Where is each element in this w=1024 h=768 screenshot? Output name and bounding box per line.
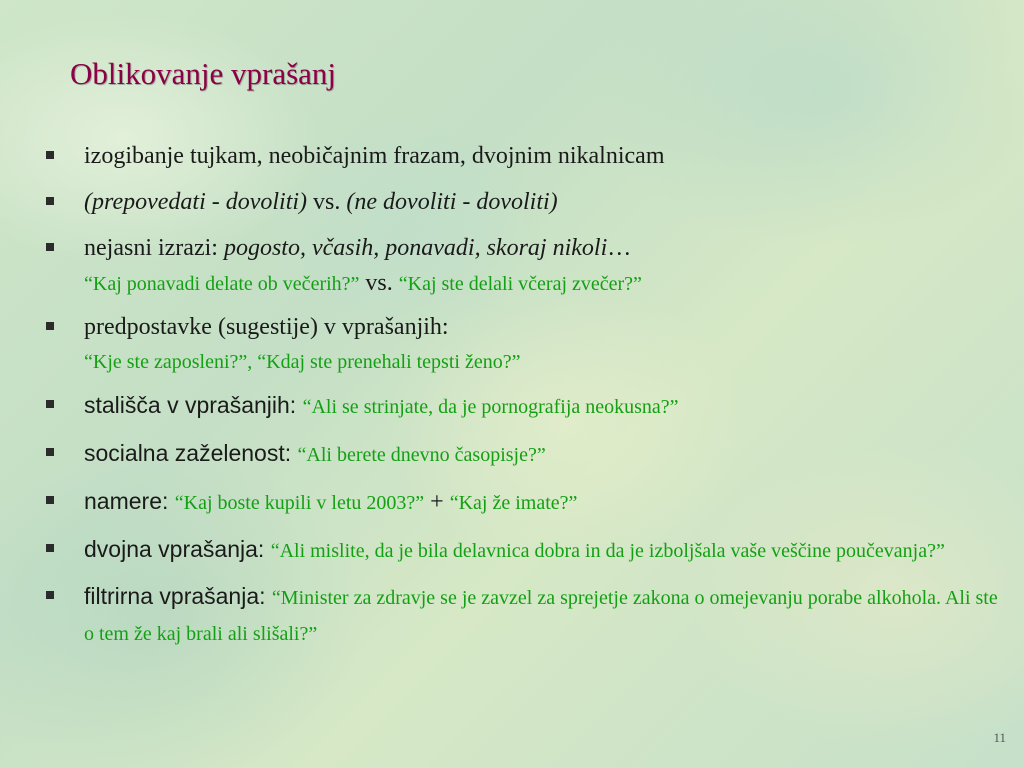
bullet-sub-examples bbox=[84, 268, 1004, 299]
square-bullet-icon bbox=[46, 448, 54, 456]
example-quote-2: “Kaj ste delali včeraj zvečer?” bbox=[398, 273, 642, 295]
bullet-lead: socialna zaželenost: bbox=[84, 440, 298, 466]
slide-title: Oblikovanje vprašanj bbox=[70, 56, 337, 91]
square-bullet-icon bbox=[46, 322, 54, 330]
square-bullet-icon bbox=[46, 400, 54, 408]
bullet-italic-b: (ne dovoliti - dovoliti) bbox=[346, 189, 558, 215]
bullet-lead: dvojna vprašanja: bbox=[84, 536, 271, 562]
bullet-italic-a: (prepovedati - dovoliti) bbox=[84, 189, 308, 215]
example-quote-2: “Kaj že imate?” bbox=[449, 492, 578, 514]
bullet-italic-terms: pogosto, včasih, ponavadi, skoraj nikoli bbox=[223, 235, 608, 261]
example-quote: “Ali mislite, da je bila delavnica dobra in da je izboljšala vaše veščine poučevanja?” bbox=[270, 540, 945, 562]
square-bullet-icon bbox=[46, 151, 54, 159]
square-bullet-icon bbox=[46, 243, 54, 251]
example-quote: “Minister za zdravje se je zavzel za sprejetje zakona o omejevanju porabe alkohola. Ali ste o tem že kaj brali ali slišali?” bbox=[84, 587, 998, 645]
bullet-item-presuppositions bbox=[44, 309, 1004, 377]
bullet-item-attitudes bbox=[44, 387, 1004, 425]
bullet-text: izogibanje tujkam, neobičajnim frazam, dvojnim nikalnicam bbox=[84, 143, 665, 169]
bullet-lead: filtrirna vprašanja: bbox=[84, 583, 272, 609]
example-quote: “Ali se strinjate, da je pornografija neokusna?” bbox=[302, 396, 679, 418]
square-bullet-icon bbox=[46, 496, 54, 504]
example-vs: vs. bbox=[359, 270, 399, 296]
bullet-item-social-desirability bbox=[44, 435, 1004, 473]
bullet-sub-examples: “Kje ste zaposleni?”, “Kdaj ste prenehali tepsti ženo?” bbox=[84, 351, 521, 373]
bullet-lead: namere: bbox=[84, 488, 175, 514]
bullet-item-intentions bbox=[44, 483, 1004, 521]
square-bullet-icon bbox=[46, 544, 54, 552]
bullet-item-double-negation bbox=[44, 184, 1004, 220]
bullet-lead: predpostavke (sugestije) v vprašanjih: bbox=[84, 314, 449, 340]
square-bullet-icon bbox=[46, 591, 54, 599]
page-number: 11 bbox=[993, 730, 1006, 745]
bullet-item-double-barreled bbox=[44, 531, 1004, 568]
bullet-vs: vs. bbox=[307, 189, 347, 215]
bullet-ellipsis: … bbox=[607, 235, 632, 261]
square-bullet-icon bbox=[46, 197, 54, 205]
bullet-item-filter-questions bbox=[44, 578, 1004, 651]
bullet-item-vague-terms bbox=[44, 230, 1004, 299]
example-plus: + bbox=[424, 489, 450, 515]
bullet-list bbox=[44, 138, 1004, 661]
example-quote-1: “Kaj boste kupili v letu 2003?” bbox=[174, 492, 425, 514]
example-quote-1: “Kaj ponavadi delate ob večerih?” bbox=[84, 273, 360, 295]
example-quote: “Ali berete dnevno časopisje?” bbox=[297, 444, 546, 466]
bullet-lead: nejasni izrazi: bbox=[84, 235, 224, 261]
bullet-item-foreign-words bbox=[44, 138, 1004, 174]
bullet-lead: stališča v vprašanjih: bbox=[84, 392, 303, 418]
